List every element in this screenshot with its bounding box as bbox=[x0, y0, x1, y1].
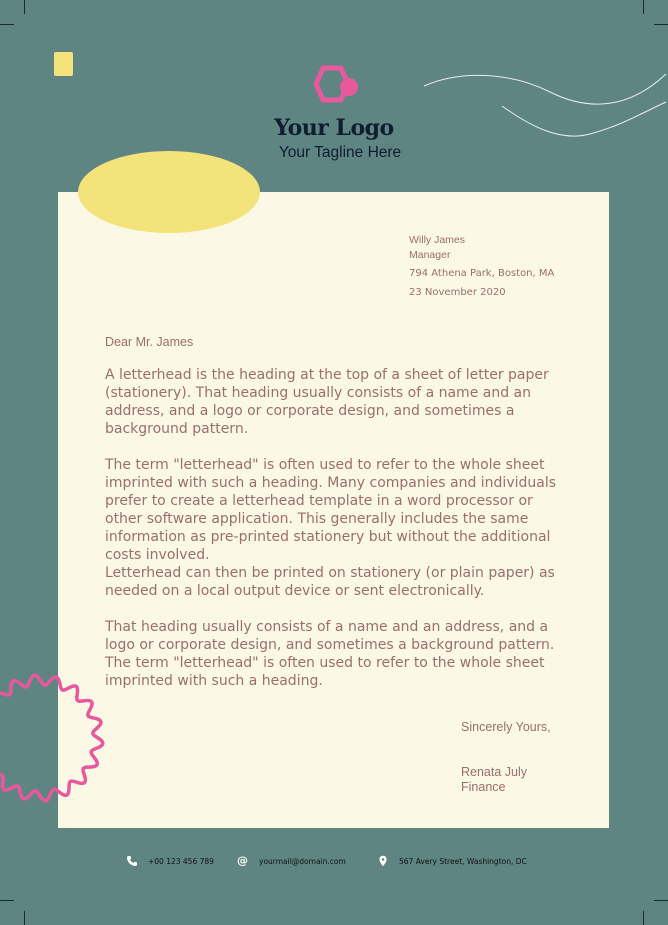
body-line: background pattern. bbox=[105, 421, 249, 437]
sender-role: Manager bbox=[409, 249, 451, 261]
body-line: That heading usually consists of a name and an address, and a bbox=[105, 619, 549, 635]
footer-address bbox=[377, 855, 527, 867]
crop-mark bbox=[654, 900, 668, 901]
salutation: Dear Mr. James bbox=[105, 335, 194, 349]
body-line: logo or corporate design, and sometimes a background pattern. bbox=[105, 637, 555, 653]
crop-mark bbox=[0, 24, 14, 25]
crop-mark bbox=[24, 911, 25, 925]
letter-date: 23 November 2020 bbox=[409, 287, 506, 298]
footer-phone bbox=[126, 855, 214, 867]
crop-mark bbox=[0, 900, 14, 901]
body-paragraph bbox=[105, 366, 565, 438]
decorative-yellow-ellipse bbox=[78, 151, 260, 233]
decorative-wavy-ring bbox=[0, 666, 120, 816]
hexagon-logo-icon bbox=[308, 64, 364, 108]
body-line: needed on a local output device or sent electronically. bbox=[105, 583, 485, 599]
letter-body bbox=[105, 366, 565, 690]
body-line: prefer to create a letterhead template in a word processor or bbox=[105, 493, 533, 509]
body-line: The term "letterhead" is often used to refer to the whole sheet bbox=[105, 457, 545, 473]
logo-text: Your Logo bbox=[274, 115, 394, 141]
body-line: A letterhead is the heading at the top of a sheet of letter paper bbox=[105, 367, 549, 383]
body-line: other software application. This generally includes the same bbox=[105, 511, 529, 527]
crop-mark bbox=[643, 0, 644, 14]
tagline: Your Tagline Here bbox=[278, 144, 402, 161]
body-line: (stationery). That heading usually consists of a name and an bbox=[105, 385, 532, 401]
body-paragraph bbox=[105, 456, 565, 600]
footer-email bbox=[237, 855, 346, 867]
body-line: imprinted with such a heading. Many companies and individuals bbox=[105, 475, 557, 491]
sender-name: Willy James bbox=[409, 234, 466, 246]
crop-mark bbox=[654, 24, 668, 25]
body-line: information as pre-printed stationery but without the additional bbox=[105, 529, 551, 545]
location-pin-icon bbox=[377, 855, 389, 867]
sender-address: 794 Athena Park, Boston, MA bbox=[409, 268, 555, 279]
signature-block bbox=[461, 765, 527, 795]
signer-name: Renata July bbox=[461, 765, 528, 779]
body-paragraph bbox=[105, 618, 565, 690]
phone-icon bbox=[126, 855, 138, 867]
footer-email-text: yourmail@domain.com bbox=[259, 856, 346, 866]
sender-block bbox=[409, 233, 554, 301]
body-line: imprinted with such a heading. bbox=[105, 673, 323, 689]
footer-phone-text: +00 123 456 789 bbox=[148, 856, 214, 866]
decorative-yellow-square bbox=[54, 52, 73, 76]
closing: Sincerely Yours, bbox=[461, 720, 551, 734]
footer-address-text: 567 Avery Street, Washington, DC bbox=[399, 856, 527, 866]
body-line: Letterhead can then be printed on stationery (or plain paper) as bbox=[105, 565, 555, 581]
body-line: costs involved. bbox=[105, 547, 210, 563]
body-line: address, and a logo or corporate design, and sometimes a bbox=[105, 403, 515, 419]
crop-mark bbox=[643, 911, 644, 925]
at-sign-icon: @ bbox=[237, 854, 248, 867]
signer-role: Finance bbox=[461, 780, 506, 794]
body-line: The term "letterhead" is often used to refer to the whole sheet bbox=[105, 655, 545, 671]
crop-mark bbox=[24, 0, 25, 14]
